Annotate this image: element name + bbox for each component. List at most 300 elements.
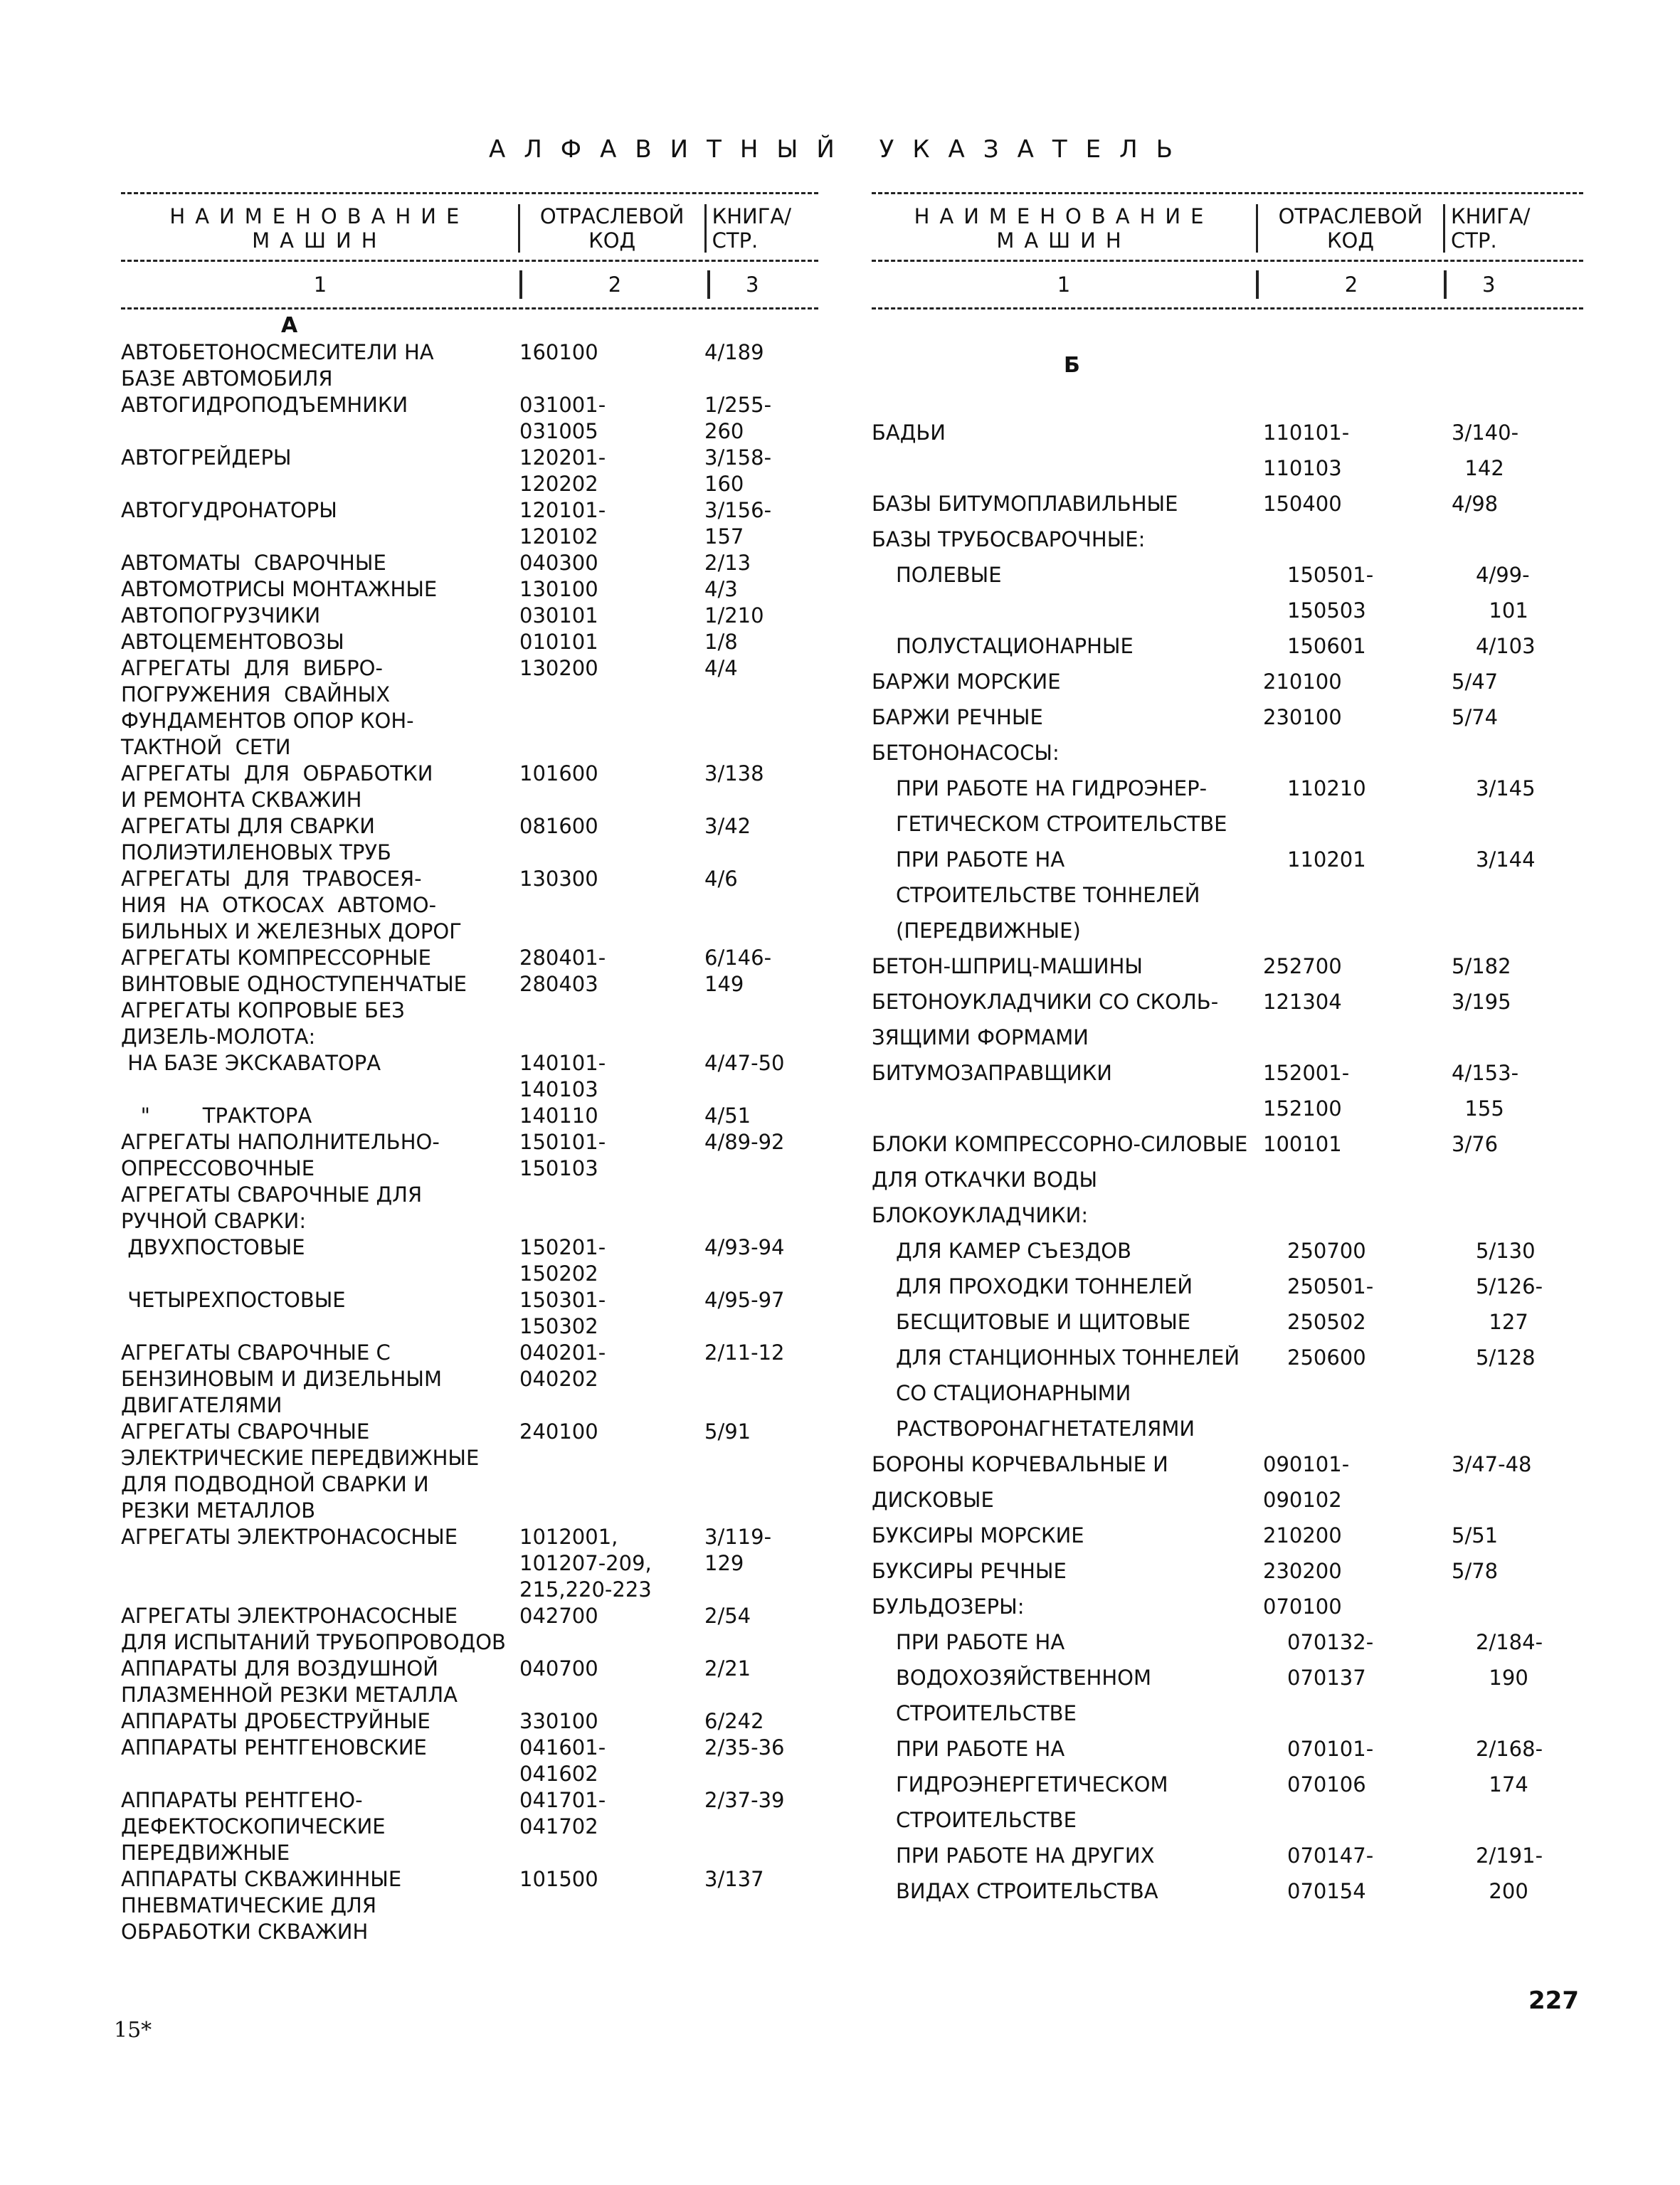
entry-book-line: 129: [704, 1551, 744, 1575]
entry-name-line: СО СТАЦИОНАРНЫМИ: [896, 1381, 1131, 1405]
entry-book-line: 2/37-39: [704, 1788, 785, 1812]
entry-name-line: СТРОИТЕЛЬСТВЕ: [896, 1701, 1077, 1725]
entry-code-line: 150201-: [519, 1235, 606, 1259]
entry-book: [1452, 984, 1583, 1055]
entry-name: [121, 1735, 519, 1787]
index-entry: [121, 1735, 818, 1787]
entry-name-line: ГИДРОЭНЕРГЕТИЧЕСКОМ: [896, 1772, 1168, 1797]
entry-name: [121, 866, 519, 945]
index-entry: [872, 1838, 1583, 1909]
index-entry: [872, 1553, 1583, 1589]
entry-code-line: 130200: [519, 656, 598, 680]
index-entry: [872, 842, 1583, 948]
index-entry: [121, 945, 818, 998]
entry-name: [121, 392, 519, 445]
entry-book-line: [1452, 522, 1583, 557]
entry-code-line: 100101: [1263, 1132, 1342, 1156]
entry-code-line: 130300: [519, 867, 598, 891]
entry-code: [519, 1603, 704, 1656]
entry-book: [1476, 1340, 1607, 1446]
entry-book: [704, 445, 818, 497]
entry-book-line: 5/182: [1452, 954, 1511, 978]
entry-book: [704, 1866, 818, 1945]
entry-name-line: БЛОКОУКЛАДЧИКИ:: [872, 1203, 1089, 1227]
entry-list: [121, 339, 818, 1945]
entry-code-line: 070101-: [1287, 1737, 1374, 1761]
entry-name: [121, 945, 519, 998]
index-entry: [121, 629, 818, 655]
entry-book: [704, 392, 818, 445]
index-entry: [121, 1050, 818, 1103]
entry-code-line: 110201: [1287, 847, 1366, 872]
entry-name-line: АГРЕГАТЫ СВАРОЧНЫЕ: [121, 1419, 370, 1444]
index-entry: [872, 1589, 1583, 1624]
entry-code-line: [1263, 735, 1452, 771]
entry-name-line: БЛОКИ КОМПРЕССОРНО-СИЛОВЫЕ: [872, 1132, 1248, 1156]
entry-name-line: ДЛЯ СТАНЦИОННЫХ ТОННЕЛЕЙ: [896, 1345, 1240, 1370]
book-header-line2: СТР.: [712, 228, 759, 253]
entry-name-line: ДВИГАТЕЛЯМИ: [121, 1393, 282, 1417]
entry-code: [1287, 557, 1476, 628]
entry-code-line: 215,220-223: [519, 1577, 652, 1602]
entry-name: [121, 1050, 519, 1103]
entry-name-line: НА БАЗЕ ЭКСКАВАТОРА: [121, 1051, 381, 1075]
entry-book: [704, 1524, 818, 1603]
entry-code-line: 280401-: [519, 946, 606, 970]
entry-name: [121, 1656, 519, 1708]
entry-code: [1263, 1589, 1452, 1624]
entry-code-line: 120202: [519, 472, 598, 496]
entry-name: [121, 1287, 519, 1340]
entry-name-line: АППАРАТЫ РЕНТГЕНО-: [121, 1788, 363, 1812]
index-entry: [121, 1419, 818, 1524]
entry-list: [872, 415, 1583, 1909]
entry-book-line: 5/78: [1452, 1559, 1499, 1583]
book-header-line1: КНИГА/: [1451, 204, 1531, 228]
entry-name: [872, 1731, 1287, 1838]
table-header: [872, 194, 1583, 260]
entry-book-line: 2/184-: [1476, 1630, 1543, 1654]
entry-code-line: 150103: [519, 1156, 598, 1180]
entry-code-line: 090102: [1263, 1488, 1342, 1512]
entry-book-line: 1/210: [704, 603, 764, 628]
index-entry: [121, 1603, 818, 1656]
entry-name: [872, 1553, 1263, 1589]
entry-book: [1476, 842, 1607, 948]
entry-code-line: 240100: [519, 1419, 598, 1444]
entry-name-line: ДВУХПОСТОВЫЕ: [121, 1235, 305, 1259]
entry-name: [872, 1838, 1287, 1909]
entry-book-line: 174: [1476, 1772, 1528, 1797]
entry-book: [704, 998, 818, 1050]
entry-book: [1452, 948, 1583, 984]
index-entry: [121, 1234, 818, 1287]
code-header-line1: ОТРАСЛЕВОЙ: [1278, 204, 1423, 228]
entry-name-line: ПОЛЕВЫЕ: [896, 563, 1002, 587]
left-column: [121, 192, 818, 1945]
entry-name-line: АППАРАТЫ ДРОБЕСТРУЙНЫЕ: [121, 1709, 430, 1733]
index-entry: [121, 813, 818, 866]
entry-book: [1452, 1553, 1583, 1589]
entry-code: [1263, 1518, 1452, 1553]
entry-name: [121, 1787, 519, 1866]
entry-code-line: 081600: [519, 814, 598, 838]
entry-name-line: АГРЕГАТЫ ДЛЯ ТРАВОСЕЯ-: [121, 867, 422, 891]
entry-name: [872, 415, 1263, 486]
entry-code-line: 042700: [519, 1604, 598, 1628]
entry-name: [121, 497, 519, 550]
entry-code: [1287, 1233, 1476, 1269]
entry-code: [519, 1866, 704, 1945]
entry-name: [872, 1126, 1263, 1197]
entry-name-line: СТРОИТЕЛЬСТВЕ ТОННЕЛЕЙ: [896, 883, 1200, 907]
entry-name: [872, 1269, 1287, 1340]
entry-code: [519, 1050, 704, 1103]
name-header-line2: МАШИН: [996, 228, 1131, 253]
index-entry: [872, 1126, 1583, 1197]
index-entry: [121, 1103, 818, 1129]
entry-name: [121, 339, 519, 392]
entry-name-line: РЕЗКИ МЕТАЛЛОВ: [121, 1498, 316, 1523]
entry-book: [1452, 1589, 1583, 1624]
entry-name-line: РАСТВОРОНАГНЕТАТЕЛЯМИ: [896, 1417, 1195, 1441]
book-header-line2: СТР.: [1451, 228, 1497, 253]
entry-code-line: 230100: [1263, 705, 1342, 729]
entry-code: [1287, 1269, 1476, 1340]
entry-code-line: 150202: [519, 1261, 598, 1286]
index-entry: [121, 761, 818, 813]
entry-name-line: АППАРАТЫ РЕНТГЕНОВСКИЕ: [121, 1735, 427, 1760]
column-number-1: 1: [313, 273, 327, 297]
entry-name-line: БИЛЬНЫХ И ЖЕЛЕЗНЫХ ДОРОГ: [121, 919, 462, 943]
index-entry: [872, 557, 1583, 628]
entry-code-line: 210100: [1263, 670, 1342, 694]
entry-code: [1287, 1731, 1476, 1838]
entry-code-line: 070147-: [1287, 1843, 1374, 1868]
entry-code: [1263, 486, 1452, 522]
entry-book-line: 101: [1476, 598, 1528, 623]
entry-name-line: " ТРАКТОРА: [121, 1104, 312, 1128]
entry-code: [519, 497, 704, 550]
entry-name-line: БАРЖИ РЕЧНЫЕ: [872, 705, 1043, 729]
entry-name-line: АВТОМОТРИСЫ МОНТАЖНЫЕ: [121, 577, 438, 601]
entry-code: [519, 866, 704, 945]
entry-name: [872, 1233, 1287, 1269]
entry-book-line: 4/6: [704, 867, 738, 891]
index-entry: [121, 655, 818, 761]
entry-book-line: 3/156-: [704, 498, 772, 522]
entry-name: [872, 522, 1263, 557]
column-number-3: 3: [707, 270, 817, 299]
entry-book: [704, 497, 818, 550]
section-letter: А: [281, 313, 298, 338]
entry-name-line: БУКСИРЫ РЕЧНЫЕ: [872, 1559, 1067, 1583]
entry-book-line: 1/8: [704, 630, 738, 654]
entry-name-line: БУКСИРЫ МОРСКИЕ: [872, 1523, 1084, 1548]
entry-code: [519, 1103, 704, 1129]
entry-book: [704, 1103, 818, 1129]
index-entry: [872, 628, 1583, 664]
entry-code: [1287, 1340, 1476, 1446]
entry-book-line: 200: [1476, 1879, 1528, 1903]
entry-book-line: 155: [1452, 1096, 1504, 1121]
entry-name-line: РУЧНОЙ СВАРКИ:: [121, 1209, 307, 1233]
entry-name: [872, 1340, 1287, 1446]
entry-code-line: 101500: [519, 1867, 598, 1891]
entry-code-line: 140110: [519, 1104, 598, 1128]
entry-name-line: ТАКТНОЙ СЕТИ: [121, 735, 291, 759]
entry-code-line: 110210: [1287, 776, 1366, 800]
entry-name-line: АППАРАТЫ СКВАЖИННЫЕ: [121, 1867, 402, 1891]
entry-book-line: 5/51: [1452, 1523, 1499, 1548]
entry-name: [872, 842, 1287, 948]
column-number-1: 1: [1057, 273, 1071, 297]
entry-book: [704, 1656, 818, 1708]
name-header-line1: НАИМЕНОВАНИЕ: [169, 204, 470, 228]
entry-book-line: 1/255-: [704, 393, 772, 417]
entry-book-line: 149: [704, 972, 744, 996]
section-letter: Б: [1064, 353, 1080, 378]
index-entry: [872, 1340, 1583, 1446]
entry-name-line: БЕНЗИНОВЫМ И ДИЗЕЛЬНЫМ: [121, 1367, 442, 1391]
entry-name-line: АВТОГИДРОПОДЪЕМНИКИ: [121, 393, 408, 417]
entry-book: [1452, 1518, 1583, 1553]
entry-code-line: [519, 1182, 704, 1208]
column-number-3: 3: [1444, 270, 1560, 299]
entry-book: [1452, 415, 1583, 486]
entry-name-line: ДИСКОВЫЕ: [872, 1488, 994, 1512]
entry-name: [121, 1182, 519, 1234]
entry-book: [704, 761, 818, 813]
entry-code-line: 010101: [519, 630, 598, 654]
entry-name-line: ПРИ РАБОТЕ НА: [896, 847, 1065, 872]
entry-book: [1452, 1055, 1583, 1126]
index-entry: [121, 866, 818, 945]
entry-book-line: 3/195: [1452, 990, 1511, 1014]
entry-code-line: 110101-: [1263, 420, 1350, 445]
entry-book: [704, 1340, 818, 1419]
entry-book-line: 5/128: [1476, 1345, 1536, 1370]
index-entry: [872, 1624, 1583, 1731]
name-header-line1: НАИМЕНОВАНИЕ: [914, 204, 1214, 228]
entry-book-line: 160: [704, 472, 744, 496]
entry-code: [519, 445, 704, 497]
entry-book-line: 3/158-: [704, 445, 772, 470]
entry-name-line: БАДЬИ: [872, 420, 946, 445]
entry-code-line: 150101-: [519, 1130, 606, 1154]
entry-name-line: ДЛЯ ПОДВОДНОЙ СВАРКИ И: [121, 1472, 429, 1496]
entry-book-line: [704, 998, 818, 1024]
entry-book-line: 4/47-50: [704, 1051, 785, 1075]
entry-name-line: БАЗЕ АВТОМОБИЛЯ: [121, 366, 333, 391]
entry-book-line: [704, 1182, 818, 1208]
entry-name-line: АППАРАТЫ ДЛЯ ВОЗДУШНОЙ: [121, 1656, 438, 1681]
entry-name-line: АГРЕГАТЫ СВАРОЧНЫЕ С: [121, 1340, 391, 1365]
entry-code-line: 041602: [519, 1762, 598, 1786]
entry-code: [519, 1129, 704, 1182]
entry-code: [1263, 1126, 1452, 1197]
entry-name: [121, 1103, 519, 1129]
entry-name: [121, 576, 519, 603]
entry-name: [121, 629, 519, 655]
entry-code: [519, 550, 704, 576]
entry-code: [519, 576, 704, 603]
entry-book-line: [1452, 1197, 1583, 1233]
entry-code-line: 090101-: [1263, 1452, 1350, 1476]
entry-code-line: 150601: [1287, 634, 1366, 658]
entry-code-line: 150400: [1263, 492, 1342, 516]
index-entry: [121, 603, 818, 629]
entry-book-line: 2/54: [704, 1604, 751, 1628]
entry-name-line: АГРЕГАТЫ ДЛЯ ОБРАБОТКИ: [121, 761, 433, 785]
entry-name: [121, 1340, 519, 1419]
entry-book: [1452, 1446, 1583, 1518]
index-entry: [872, 1446, 1583, 1518]
entry-name-line: ЗЯЩИМИ ФОРМАМИ: [872, 1025, 1089, 1049]
entry-code: [519, 945, 704, 998]
index-entry: [121, 1287, 818, 1340]
entry-code: [519, 392, 704, 445]
entry-code-line: [1263, 1197, 1452, 1233]
code-header-line2: КОД: [1326, 228, 1375, 253]
entry-name-line: НИЯ НА ОТКОСАХ АВТОМО-: [121, 893, 437, 917]
entry-name: [872, 735, 1263, 771]
entry-book-line: 3/47-48: [1452, 1452, 1532, 1476]
entry-code: [519, 998, 704, 1050]
entry-name-line: ВИДАХ СТРОИТЕЛЬСТВА: [896, 1879, 1158, 1903]
entry-book: [704, 1234, 818, 1287]
entry-name: [872, 1197, 1263, 1233]
entry-name: [121, 603, 519, 629]
entry-code: [1287, 771, 1476, 842]
entry-name-line: АВТОГРЕЙДЕРЫ: [121, 445, 292, 470]
entry-name-line: АГРЕГАТЫ КОПРОВЫЕ БЕЗ: [121, 998, 405, 1022]
entry-name-line: БАЗЫ ТРУБОСВАРОЧНЫЕ:: [872, 527, 1146, 551]
entry-book: [704, 1129, 818, 1182]
entry-code: [519, 1234, 704, 1287]
book-header-line1: КНИГА/: [712, 204, 791, 228]
entry-name-line: (ПЕРЕДВИЖНЫЕ): [896, 919, 1081, 943]
index-entry: [872, 735, 1583, 771]
index-entry: [121, 1708, 818, 1735]
entry-book-line: [1452, 1589, 1583, 1624]
entry-code-line: 330100: [519, 1709, 598, 1733]
entry-name-line: ЧЕТЫРЕХПОСТОВЫЕ: [121, 1288, 346, 1312]
entry-book: [1476, 1269, 1607, 1340]
entry-code-line: 040201-: [519, 1340, 606, 1365]
entry-book: [1452, 1126, 1583, 1197]
entry-name-line: АГРЕГАТЫ ДЛЯ СВАРКИ: [121, 814, 375, 838]
entry-code-line: 250600: [1287, 1345, 1366, 1370]
entry-book: [704, 655, 818, 761]
entry-name: [872, 984, 1263, 1055]
entry-book: [1452, 699, 1583, 735]
entry-name: [872, 948, 1263, 984]
entry-name: [121, 1866, 519, 1945]
entry-book: [704, 576, 818, 603]
entry-book: [704, 339, 818, 392]
entry-name: [121, 761, 519, 813]
entry-book: [704, 1182, 818, 1234]
entry-book-line: 3/140-: [1452, 420, 1519, 445]
entry-code-line: 230200: [1263, 1559, 1342, 1583]
entry-book-line: 3/42: [704, 814, 751, 838]
entry-book-line: 3/119-: [704, 1525, 772, 1549]
entry-name: [121, 1129, 519, 1182]
index-entry: [872, 486, 1583, 522]
entry-book: [704, 1708, 818, 1735]
entry-code: [519, 1287, 704, 1340]
entry-book-line: 4/95-97: [704, 1288, 785, 1312]
entry-code-line: 041601-: [519, 1735, 606, 1760]
entry-book: [1452, 664, 1583, 699]
entry-code-line: 070137: [1287, 1666, 1366, 1690]
right-column: [872, 192, 1583, 1909]
entry-code: [1263, 415, 1452, 486]
entry-book: [704, 1787, 818, 1866]
entry-name-line: БУЛЬДОЗЕРЫ:: [872, 1594, 1025, 1619]
entry-name-line: ПОЛИЭТИЛЕНОВЫХ ТРУБ: [121, 840, 391, 864]
entry-code-line: 152001-: [1263, 1061, 1350, 1085]
entry-book: [704, 629, 818, 655]
entry-book-line: 5/126-: [1476, 1274, 1543, 1298]
entry-code: [519, 629, 704, 655]
entry-code: [519, 1656, 704, 1708]
entry-code-line: [519, 998, 704, 1024]
entry-code-line: 121304: [1263, 990, 1342, 1014]
entry-code-line: [1263, 522, 1452, 557]
entry-book-line: 127: [1476, 1310, 1528, 1334]
entry-code: [1287, 842, 1476, 948]
entry-code-line: 130100: [519, 577, 598, 601]
entry-code-line: 040700: [519, 1656, 598, 1681]
entry-book: [1476, 771, 1607, 842]
index-entry: [121, 998, 818, 1050]
entry-code: [519, 1182, 704, 1234]
index-entry: [121, 339, 818, 392]
entry-book-line: 6/146-: [704, 946, 772, 970]
entry-code-line: 120101-: [519, 498, 606, 522]
index-entry: [121, 1129, 818, 1182]
entry-name-line: АВТОЦЕМЕНТОВОЗЫ: [121, 630, 344, 654]
entry-code-line: 070106: [1287, 1772, 1366, 1797]
code-header-line2: КОД: [588, 228, 636, 253]
entry-code-line: 070100: [1263, 1594, 1342, 1619]
entry-code-line: 101207-209,: [519, 1551, 652, 1575]
entry-code-line: 120102: [519, 524, 598, 549]
entry-name-line: ПОЛУСТАЦИОНАРНЫЕ: [896, 634, 1134, 658]
page-title: АЛФАВИТНЫЙ УКАЗАТЕЛЬ: [488, 135, 1191, 164]
entry-name-line: БОРОНЫ КОРЧЕВАЛЬНЫЕ И: [872, 1452, 1168, 1476]
entry-book: [704, 1050, 818, 1103]
entry-code-line: 140103: [519, 1077, 598, 1101]
index-entry: [872, 1197, 1583, 1233]
entry-name: [872, 771, 1287, 842]
entry-book-line: 2/11-12: [704, 1340, 785, 1365]
entry-book: [704, 550, 818, 576]
index-entry: [121, 497, 818, 550]
entry-name-line: ДИЗЕЛЬ-МОЛОТА:: [121, 1025, 316, 1049]
entry-name-line: БАРЖИ МОРСКИЕ: [872, 670, 1061, 694]
entry-code-line: 041702: [519, 1814, 598, 1839]
entry-name: [121, 1419, 519, 1524]
index-entry: [121, 1340, 818, 1419]
entry-code-line: 252700: [1263, 954, 1342, 978]
entry-code-line: 041701-: [519, 1788, 606, 1812]
entry-name-line: СТРОИТЕЛЬСТВЕ: [896, 1808, 1077, 1832]
entry-code-line: 040202: [519, 1367, 598, 1391]
entry-name: [872, 1589, 1263, 1624]
